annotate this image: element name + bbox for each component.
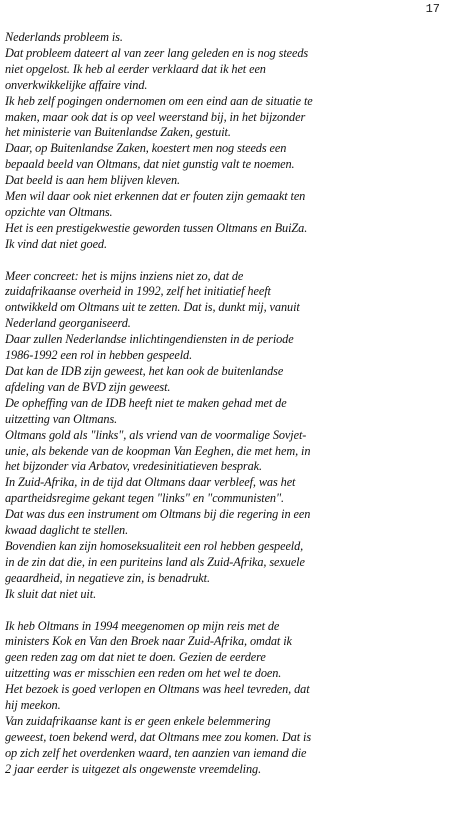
- text-line: het bijzonder via Arbatov, vredesinitiatieven besprak.: [5, 459, 262, 474]
- text-line: apartheidsregime gekant tegen "links" en "communisten".: [5, 491, 285, 506]
- text-line: bepaald beeld van Oltmans, dat niet gunstig valt te noemen.: [5, 157, 295, 172]
- text-line: Ik heb Oltmans in 1994 meegenomen op mijn reis met de: [5, 618, 280, 633]
- text-line: kwaad daglicht te stellen.: [5, 523, 129, 538]
- text-line: in de zin dat die, in een puriteins land als Zuid-Afrika, sexuele: [5, 554, 305, 569]
- text-line: opzichte van Oltmans.: [5, 204, 113, 219]
- text-line: zuidafrikaanse overheid in 1992, zelf het initiatief heeft: [5, 284, 271, 299]
- text-line: uitzetting van Oltmans.: [5, 411, 118, 426]
- paragraph-gap: [5, 603, 443, 619]
- page-number: 17: [425, 2, 440, 16]
- text-line: unie, als bekende van de koopman Van Eeghen, die met hem, in: [5, 443, 311, 458]
- text-line: Dat kan de IDB zijn geweest, het kan ook de buitenlandse: [5, 364, 284, 379]
- text-line: Van zuidafrikaanse kant is er geen enkele belemmering: [5, 713, 271, 728]
- text-line: Nederlands probleem is.: [5, 30, 123, 44]
- text-line: 2 jaar eerder is uitgezet als ongewenste vreemdeling.: [5, 761, 262, 776]
- text-line: Het bezoek is goed verlopen en Oltmans was heel tevreden, dat: [5, 682, 310, 697]
- text-line: Daar, op Buitenlandse Zaken, koestert men nog steeds een: [5, 141, 287, 156]
- text-line: De opheffing van de IDB heeft niet te maken gehad met de: [5, 395, 287, 410]
- text-line: Dat was dus een instrument om Oltmans bij die regering in een: [5, 507, 311, 522]
- paragraph-2: [5, 269, 443, 603]
- text-line: uitzetting was er misschien een reden om het wel te doen.: [5, 666, 282, 681]
- text-line: geweest, toen bekend werd, dat Oltmans mee zou komen. Dat is: [5, 729, 312, 744]
- text-line: Het is een prestigekwestie geworden tussen Oltmans en BuiZa.: [5, 220, 308, 235]
- text-line: ontwikkeld om Oltmans uit te zetten. Dat is, dunkt mij, vanuit: [5, 300, 300, 315]
- text-line: Ik heb zelf pogingen ondernomen om een eind aan de situatie te: [5, 93, 313, 108]
- text-line: Dat beeld is aan hem blijven kleven.: [5, 173, 180, 188]
- body-text: [5, 30, 443, 778]
- text-line: Nederland georganiseerd.: [5, 316, 131, 331]
- text-line: op zich zelf het overdenken waard, ten aanzien van iemand die: [5, 745, 307, 760]
- text-line: Men wil daar ook niet erkennen dat er fouten zijn gemaakt ten: [5, 189, 306, 204]
- text-line: Ik vind dat niet goed.: [5, 236, 107, 251]
- text-line: afdeling van de BVD zijn geweest.: [5, 379, 171, 394]
- text-line: Daar zullen Nederlandse inlichtingendiensten in de periode: [5, 332, 294, 347]
- text-line: In Zuid-Afrika, in de tijd dat Oltmans daar verbleef, was het: [5, 475, 296, 490]
- text-line: niet opgelost. Ik heb al eerder verklaard dat ik het een: [5, 61, 266, 76]
- paragraph-3: [5, 619, 443, 778]
- text-line: Meer concreet: het is mijns inziens niet zo, dat de: [5, 268, 244, 283]
- paragraph-1: [5, 30, 443, 253]
- text-line: geen reden zag om dat niet te doen. Gezien de eerdere: [5, 650, 266, 665]
- text-line: het ministerie van Buitenlandse Zaken, gestuit.: [5, 125, 231, 140]
- text-line: maken, maar ook dat is op veel weerstand bij, in het bijzonder: [5, 109, 306, 124]
- text-line: ministers Kok en Van den Broek naar Zuid-Afrika, omdat ik: [5, 634, 292, 649]
- text-line: Oltmans gold als "links", als vriend van de voormalige Sovjet-: [5, 427, 307, 442]
- text-line: onverkwikkelijke affaire vind.: [5, 77, 148, 92]
- text-line: hij meekon.: [5, 698, 61, 713]
- paragraph-gap: [5, 253, 443, 269]
- text-line: 1986-1992 een rol in hebben gespeeld.: [5, 348, 193, 363]
- text-line: Bovendien kan zijn homoseksualiteit een rol hebben gespeeld,: [5, 538, 304, 553]
- text-line: geaardheid, in negatieve zin, is benadrukt.: [5, 570, 210, 585]
- text-line: Dat probleem dateert al van zeer lang geleden en is nog steeds: [5, 45, 309, 60]
- text-line: Ik sluit dat niet uit.: [5, 586, 97, 601]
